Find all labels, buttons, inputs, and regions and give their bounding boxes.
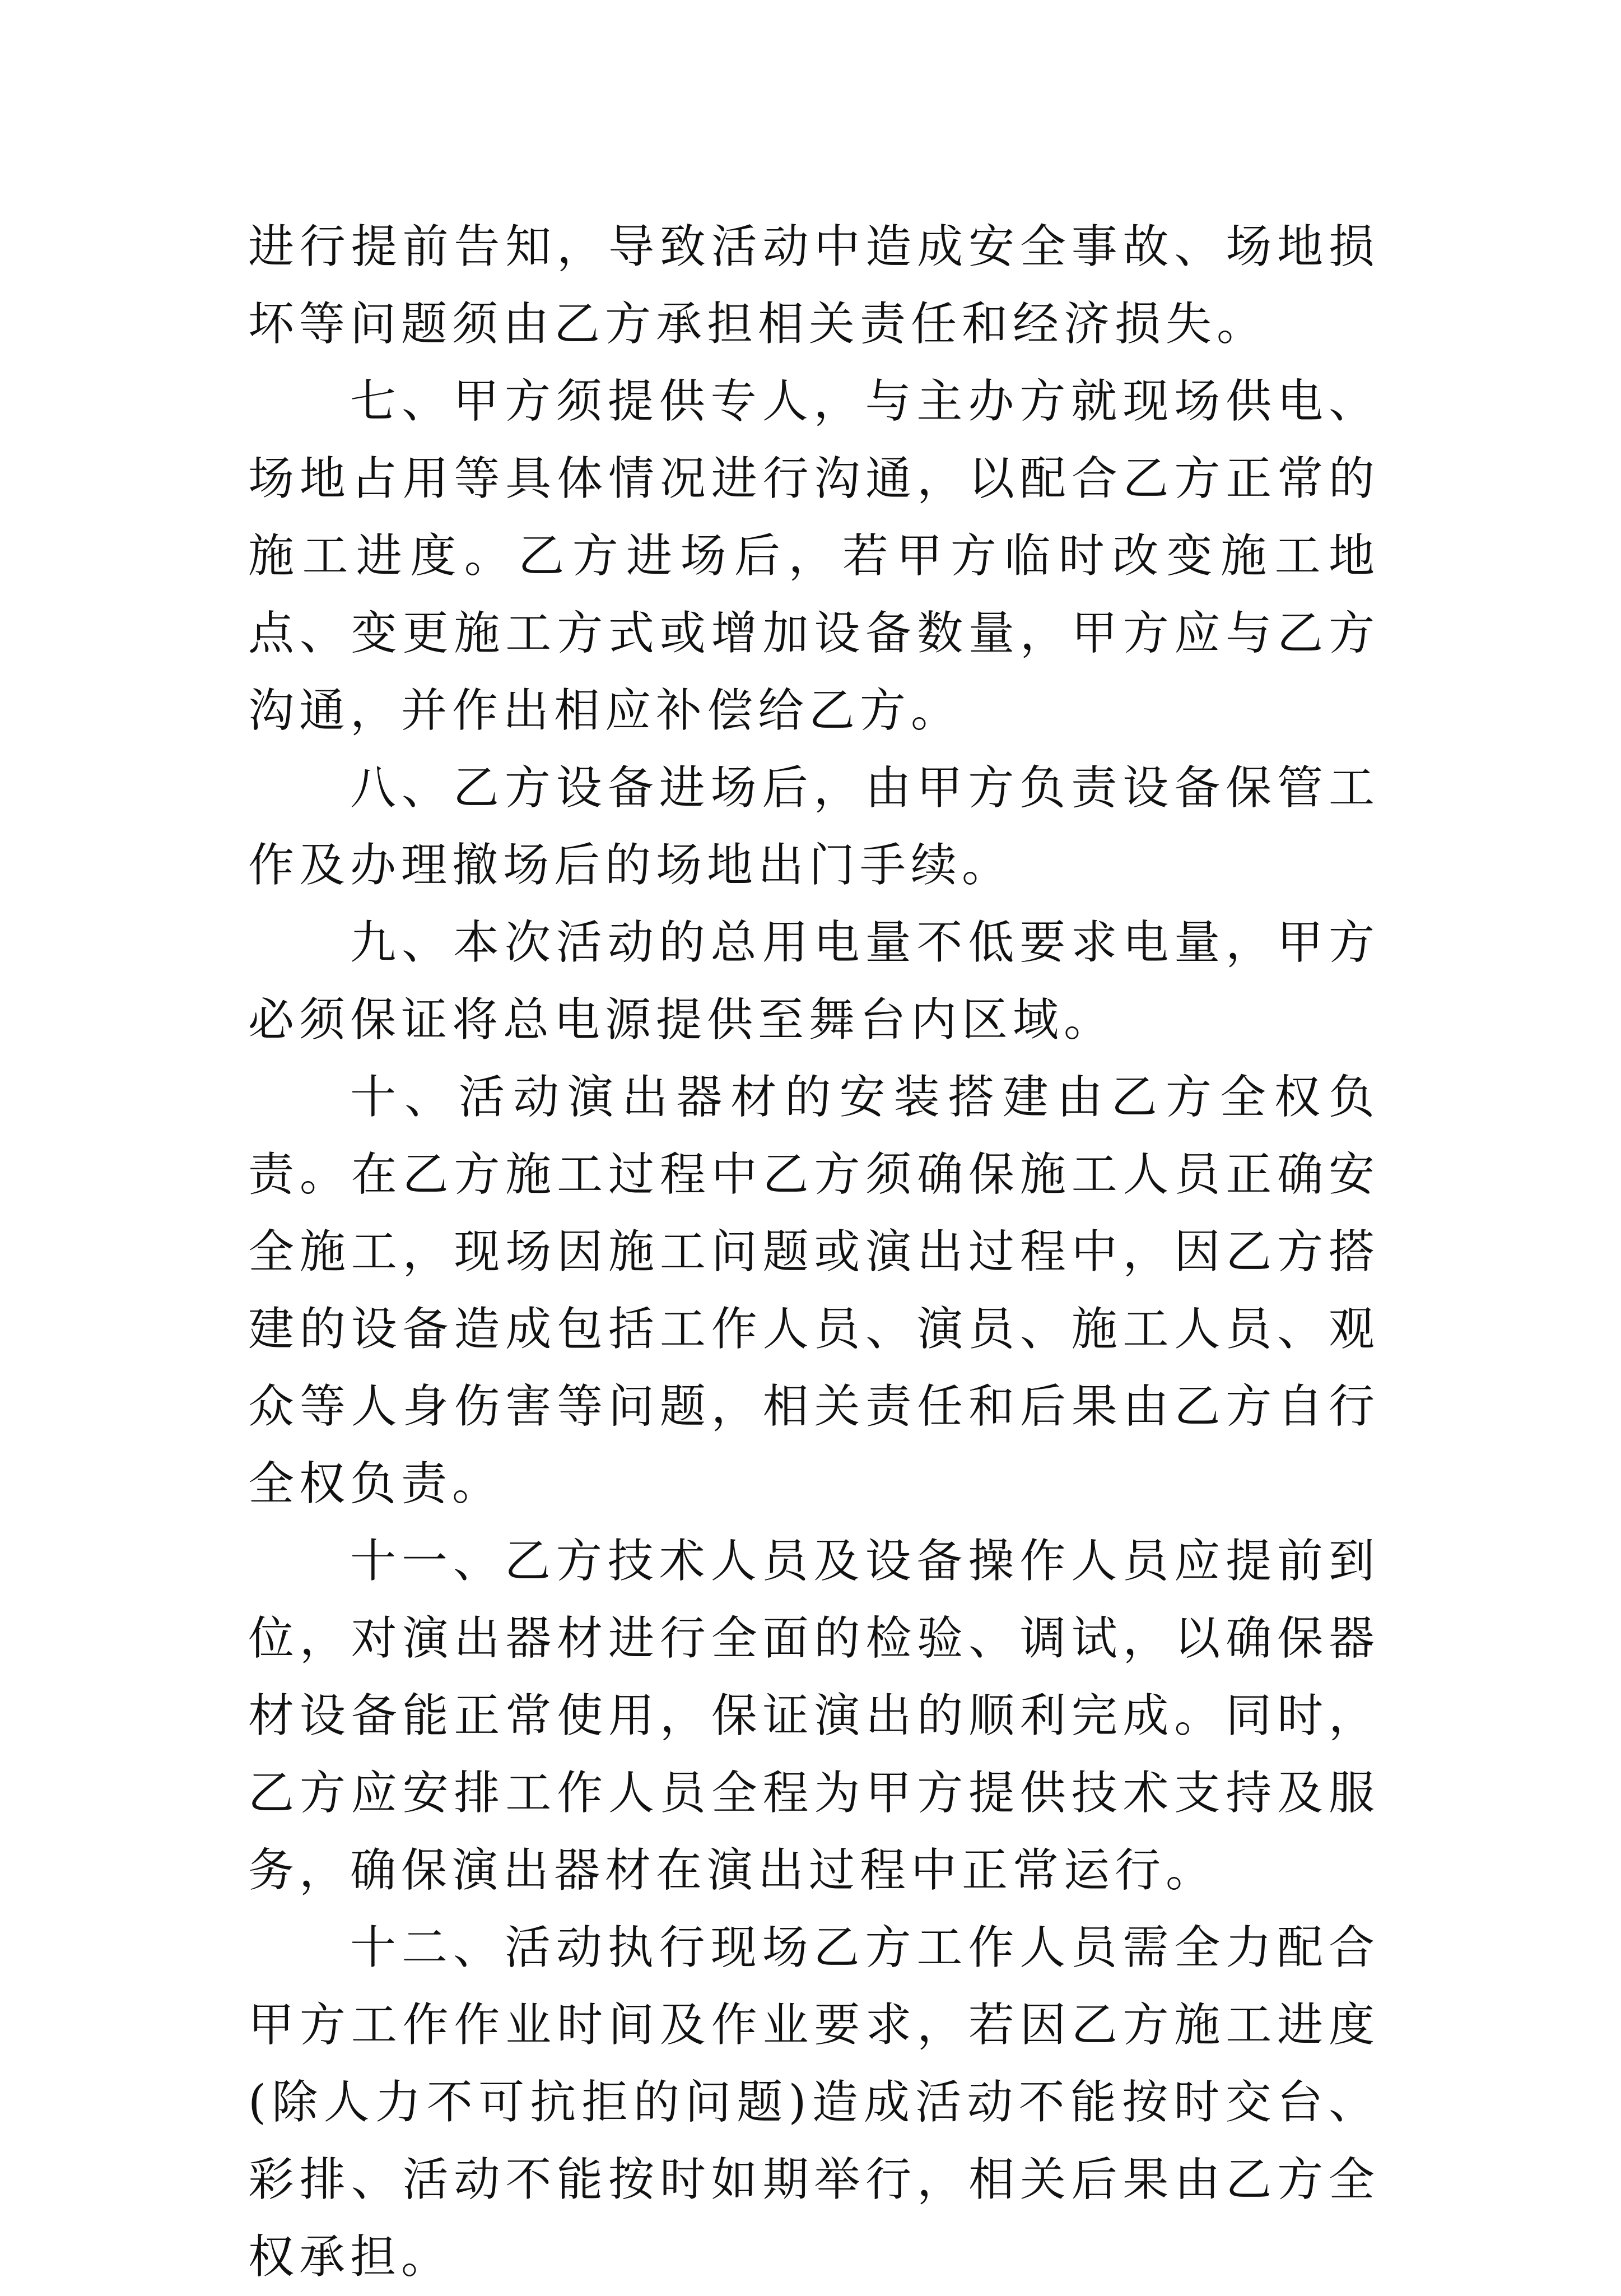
paragraph-clause-8: 八、乙方设备进场后，由甲方负责设备保管工作及办理撤场后的场地出门手续。 bbox=[248, 761, 1380, 892]
paragraph-clause-9: 九、本次活动的总用电量不低要求电量，甲方必须保证将总电源提供至舞台内区域。 bbox=[248, 916, 1380, 1047]
paragraph-clause-7: 七、甲方须提供专人，与主办方就现场供电、场地占用等具体情况进行沟通，以配合乙方正常的施工进度。乙方进场后，若甲方临时改变施工地点、变更施工方式或增加设备数量，甲方应与乙方沟通，并作出相应补偿给乙方。 bbox=[248, 375, 1380, 737]
paragraph-clause-11: 十一、乙方技术人员及设备操作人员应提前到位，对演出器材进行全面的检验、调试，以确保器材设备能正常使用，保证演出的顺利完成。同时，乙方应安排工作人员全程为甲方提供技术支持及服务，确保演出器材在演出过程中正常运行。 bbox=[248, 1535, 1380, 1897]
paragraph-continuation: 进行提前告知，导致活动中造成安全事故、场地损坏等问题须由乙方承担相关责任和经济损失。 bbox=[248, 220, 1380, 351]
document-body bbox=[248, 208, 1380, 2296]
paragraph-clause-10: 十、活动演出器材的安装搭建由乙方全权负责。在乙方施工过程中乙方须确保施工人员正确安全施工，现场因施工问题或演出过程中，因乙方搭建的设备造成包括工作人员、演员、施工人员、观众等人身伤害等问题，相关责任和后果由乙方自行全权负责。 bbox=[248, 1071, 1380, 1510]
paragraph-clause-12: 十二、活动执行现场乙方工作人员需全力配合甲方工作作业时间及作业要求，若因乙方施工进度(除人力不可抗拒的问题)造成活动不能按时交台、彩排、活动不能按时如期举行，相关后果由乙方全权承担。 bbox=[248, 1921, 1380, 2284]
